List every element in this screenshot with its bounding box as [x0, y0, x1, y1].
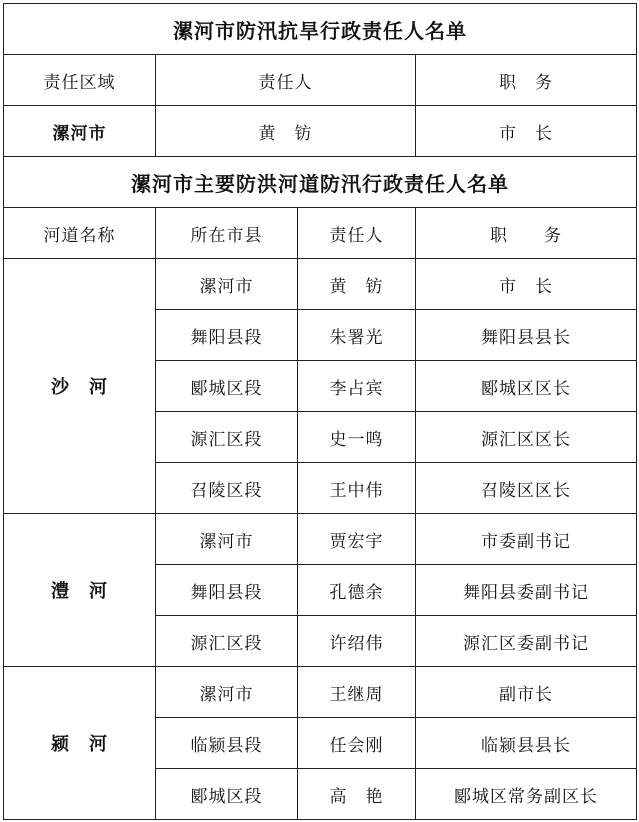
position-cell: 召陵区区长 — [416, 463, 637, 514]
table2-header-person: 责任人 — [298, 208, 416, 259]
table-row — [4, 259, 637, 310]
county-cell: 舞阳县段 — [156, 310, 298, 361]
person-cell: 任会刚 — [298, 718, 416, 769]
county-cell: 漯河市 — [156, 259, 298, 310]
position-cell: 临颍县县长 — [416, 718, 637, 769]
table1-person-cell: 黄 钫 — [156, 106, 416, 157]
county-cell: 源汇区段 — [156, 412, 298, 463]
table2-header-row — [4, 208, 637, 259]
table-row — [4, 667, 637, 718]
table1-position-cell: 市 长 — [416, 106, 637, 157]
position-cell: 市委副书记 — [416, 514, 637, 565]
county-cell: 临颍县段 — [156, 718, 298, 769]
county-cell: 漯河市 — [156, 667, 298, 718]
table1-area-cell: 漯河市 — [4, 106, 156, 157]
position-cell: 副市长 — [416, 667, 637, 718]
person-cell: 朱署光 — [298, 310, 416, 361]
person-cell: 黄 钫 — [298, 259, 416, 310]
table-row — [4, 514, 637, 565]
table2-title-row — [4, 157, 637, 208]
table1-header-area: 责任区域 — [4, 55, 156, 106]
person-cell: 王中伟 — [298, 463, 416, 514]
table2-header-position: 职 务 — [416, 208, 637, 259]
position-cell: 源汇区区长 — [416, 412, 637, 463]
county-cell: 召陵区段 — [156, 463, 298, 514]
county-cell: 郾城区段 — [156, 361, 298, 412]
position-cell: 源汇区委副书记 — [416, 616, 637, 667]
position-cell: 郾城区区长 — [416, 361, 637, 412]
table1-header-row — [4, 55, 637, 106]
table1-header-position: 职 务 — [416, 55, 637, 106]
river-name-cell: 颍 河 — [4, 667, 156, 820]
position-cell: 舞阳县委副书记 — [416, 565, 637, 616]
person-cell: 高 艳 — [298, 769, 416, 820]
table2-title: 漯河市主要防洪河道防汛行政责任人名单 — [4, 157, 637, 208]
table2-header-county: 所在市县 — [156, 208, 298, 259]
table1-header-person: 责任人 — [156, 55, 416, 106]
person-cell: 孔德余 — [298, 565, 416, 616]
county-cell: 源汇区段 — [156, 616, 298, 667]
responsibility-table — [3, 3, 637, 820]
county-cell: 舞阳县段 — [156, 565, 298, 616]
county-cell: 漯河市 — [156, 514, 298, 565]
river-name-cell: 澧 河 — [4, 514, 156, 667]
person-cell: 王继周 — [298, 667, 416, 718]
county-cell: 郾城区段 — [156, 769, 298, 820]
table1-data-row — [4, 106, 637, 157]
person-cell: 许绍伟 — [298, 616, 416, 667]
person-cell: 史一鸣 — [298, 412, 416, 463]
position-cell: 舞阳县县长 — [416, 310, 637, 361]
person-cell: 贾宏宇 — [298, 514, 416, 565]
person-cell: 李占宾 — [298, 361, 416, 412]
position-cell: 郾城区常务副区长 — [416, 769, 637, 820]
position-cell: 市 长 — [416, 259, 637, 310]
river-name-cell: 沙 河 — [4, 259, 156, 514]
table2-header-river: 河道名称 — [4, 208, 156, 259]
table1-title-row — [4, 4, 637, 55]
table1-title: 漯河市防汛抗旱行政责任人名单 — [4, 4, 637, 55]
